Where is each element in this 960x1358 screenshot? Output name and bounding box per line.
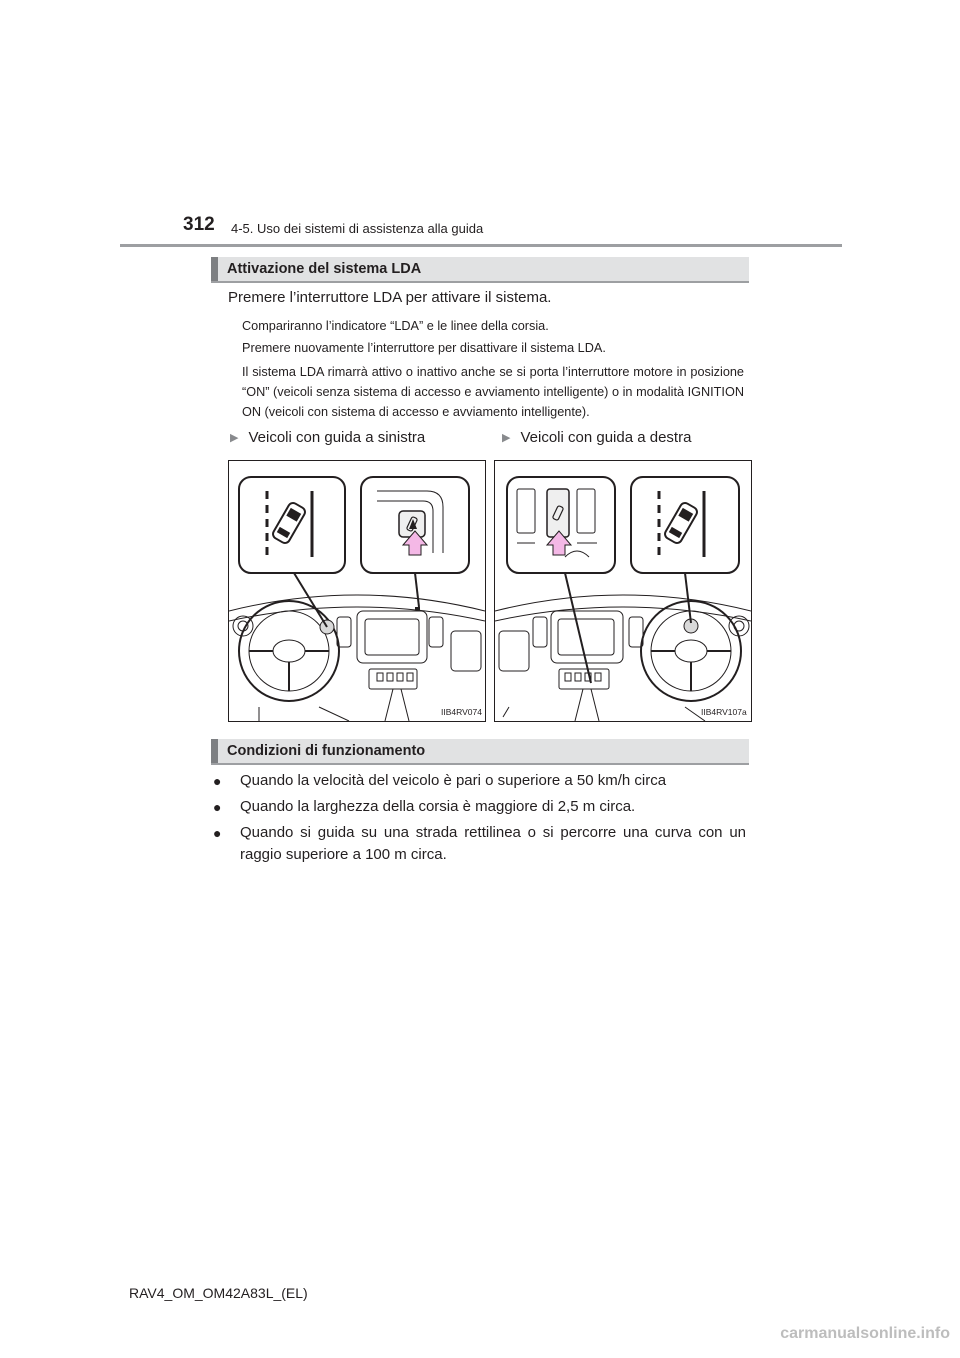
figure-label-left-text: Veicoli con guida a sinistra (248, 429, 426, 446)
figure-left-hand-drive (228, 460, 486, 722)
figure-label-right (502, 429, 691, 446)
figure-code-left: IIB4RV074 (441, 707, 482, 717)
lane-display-callout (631, 477, 739, 573)
activation-note-1: Compariranno l’indicatore “LDA” e le linee della corsia. (242, 319, 549, 333)
header-rule (120, 244, 842, 247)
filled-circle-icon: ● (213, 773, 222, 789)
condition-bullet-2-text: Quando la larghezza della corsia è maggiore di 2,5 m circa. (240, 798, 636, 815)
heading-marker (211, 739, 218, 763)
heading-conditions (211, 739, 749, 765)
condition-bullet-3-text: Quando si guida su una strada rettilinea o si percorre una curva con un raggio superiore a 100 m circa. (240, 824, 746, 863)
triangle-right-icon: ▶ (502, 432, 511, 444)
condition-bullet-1 (213, 770, 746, 792)
activation-note-3: Il sistema LDA rimarrà attivo o inattivo anche se si porta l’interruttore motore in posizione “ON” (veicoli senza sistema di accesso e avviamento intelligente) o in modalità IGNITION ON (veicoli con sistema di accesso e avviamento intelligente). (242, 365, 744, 419)
heading-activation (211, 257, 749, 283)
heading-marker (211, 257, 218, 281)
figure-label-right-text: Veicoli con guida a destra (520, 429, 692, 446)
condition-bullet-2 (213, 796, 746, 818)
dashboard-illustration-rhd (495, 461, 751, 721)
figure-right-hand-drive (494, 460, 752, 722)
heading-activation-text: Attivazione del sistema LDA (227, 261, 422, 277)
lda-switch-callout (507, 477, 615, 573)
watermark: carmanualsonline.info (780, 1325, 950, 1342)
filled-circle-icon: ● (213, 825, 222, 841)
figure-code-right: IIB4RV107a (701, 707, 747, 717)
dashboard-illustration-lhd (229, 461, 485, 721)
section-header: 4-5. Uso dei sistemi di assistenza alla guida (231, 221, 484, 236)
figure-label-left (230, 429, 425, 446)
activation-step: Premere l’interruttore LDA per attivare il sistema. (228, 289, 552, 306)
activation-note-2: Premere nuovamente l’interruttore per disattivare il sistema LDA. (242, 341, 606, 355)
heading-conditions-text: Condizioni di funzionamento (227, 743, 426, 759)
condition-bullet-3 (213, 822, 746, 866)
lda-switch-callout (361, 477, 469, 573)
lane-display-callout (239, 477, 345, 573)
condition-bullet-1-text: Quando la velocità del veicolo è pari o superiore a 50 km/h circa (240, 772, 667, 789)
footer-code: RAV4_OM_OM42A83L_(EL) (129, 1285, 308, 1301)
filled-circle-icon: ● (213, 799, 222, 815)
triangle-right-icon: ▶ (230, 432, 239, 444)
page-number: 312 (183, 214, 215, 235)
